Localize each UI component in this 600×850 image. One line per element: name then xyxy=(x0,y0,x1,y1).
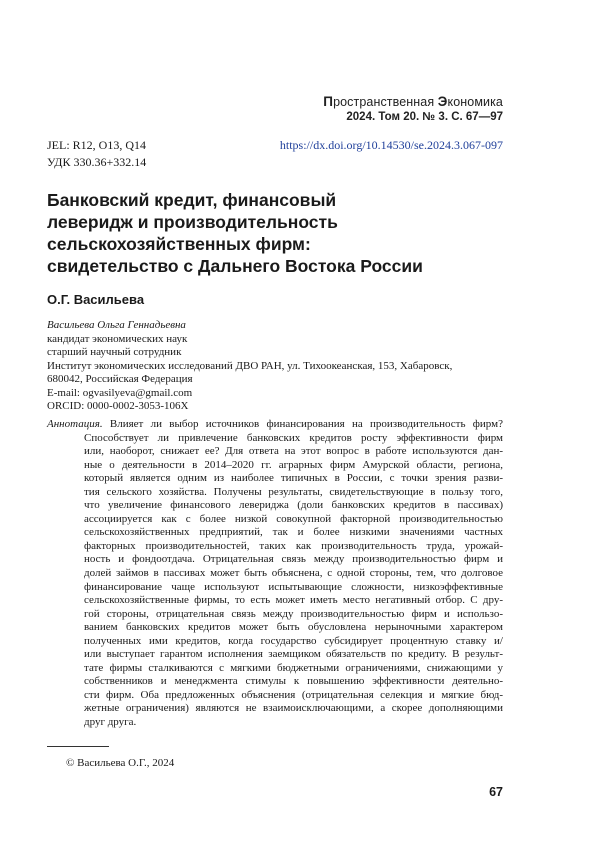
abstract-line: что увеличение финансового левериджа (доли банковских кредитов в пассивах) xyxy=(84,499,503,512)
abstract-line: собственников и менеджмента стимулы к повышению эффективности деятельно- xyxy=(84,675,503,688)
journal-name-initial-2: Э xyxy=(437,94,448,109)
journal-header xyxy=(323,94,503,123)
abstract-line: который является одним из наиболее типичных в России, с точки зрения разви- xyxy=(84,472,503,485)
journal-name xyxy=(323,94,503,109)
author-orcid: ORCID: 0000-0002-3053-106X xyxy=(47,400,189,412)
page-number: 67 xyxy=(489,785,503,799)
udk-code: УДК 330.36+332.14 xyxy=(47,155,147,169)
author-position: старший научный сотрудник xyxy=(47,346,182,358)
journal-name-part-1: ространственная xyxy=(333,95,438,109)
title-line: левеpидж и производительность xyxy=(47,212,338,232)
abstract-line: сельскохозяйственные фирмы, то есть может иметь место негативный отбор. С дру- xyxy=(84,594,503,607)
abstract xyxy=(47,418,503,730)
abstract-line: Аннотация. Влияет ли выбор источников финансирования на производительность фирм? xyxy=(47,418,503,430)
author-degree: кандидат экономических наук xyxy=(47,332,188,345)
author-email: E-mail: ogvasilyeva@gmail.com xyxy=(47,386,193,399)
abstract-line: сти фирм. Оба предложенных объяснения (отрицательная селекция и мягкие бюд- xyxy=(84,688,503,701)
abstract-line: полученных ими кредитов, когда государство субсидирует процентную ставку и/ xyxy=(84,634,503,647)
abstract-line: жетные ограничения) являются не взаимоисключающими, а скорее дополняющими xyxy=(84,702,503,715)
article-metadata xyxy=(47,137,503,171)
article-title xyxy=(47,189,517,277)
abstract-label: Аннотация. xyxy=(47,418,103,430)
abstract-line: или, наоборот, снижает ее? Для ответа на этот вопрос в работе используются дан- xyxy=(84,445,503,458)
title-line: сельскохозяйственных фирм: xyxy=(47,234,311,254)
footnote-divider xyxy=(47,746,109,747)
author-affiliation xyxy=(47,319,507,414)
copyright-notice: © Васильева О.Г., 2024 xyxy=(66,757,175,769)
abstract-line: Способствует ли привлечение банковских кредитов росту эффективности фирм xyxy=(84,431,503,444)
journal-name-initial-1: П xyxy=(323,94,334,109)
institute-line: 680042, Российская Федерация xyxy=(47,373,193,385)
title-line: Банковский кредит, финансовый xyxy=(47,190,337,210)
abstract-line: сельскохозяйственных предприятий, так и более низкими значениями частных xyxy=(84,526,503,539)
abstract-line: гой стороны, отрицательная связь между производительностью фирм и использо- xyxy=(84,607,503,620)
doi-link[interactable]: https://dx.doi.org/10.14530/se.2024.3.067-097 xyxy=(279,138,503,152)
abstract-line: друг друга. xyxy=(84,716,137,729)
abstract-line: ванием банковских кредитов может быть обусловлена нерыночными характером xyxy=(84,621,503,634)
abstract-line: ные о деятельности в 2014–2020 гг. аграрных фирм Амурской области, региона, xyxy=(84,458,503,471)
abstract-line: финансирование чаще используют испытывающие сложности, низкоэффективные xyxy=(84,580,503,593)
title-line: свидетельство с Дальнего Востока России xyxy=(47,256,423,276)
abstract-line: ассоциируется как с более низкой совокупной факторной производительностью xyxy=(84,512,503,525)
abstract-line: факторных производительностей, таких как производительность труда, урожай- xyxy=(84,539,503,552)
abstract-line: долей займов в пассивах может быть объяснена, с одной стороны, тем, что долговое xyxy=(84,567,503,580)
author-full-name: Васильева Ольга Геннадьевна xyxy=(47,319,186,331)
abstract-line: или выступает гарантом исполнения заемщиком обязательств по кредиту. В результ- xyxy=(84,648,503,661)
abstract-line: тия сельского хозяйства. Получены результаты, свидетельствующие в пользу того, xyxy=(84,485,503,498)
journal-name-part-2: кономика xyxy=(447,95,503,109)
journal-issue: 2024. Том 20. № 3. С. 67—97 xyxy=(346,111,503,123)
jel-codes: JEL: R12, O13, Q14 xyxy=(47,138,146,152)
institute-line: Институт экономических исследований ДВО РАН, ул. Тихоокеанская, 153, Хабаровск, xyxy=(47,359,453,372)
author-name: О.Г. Васильева xyxy=(47,292,145,307)
abstract-line: ность и фондоотдача. Отрицательная связь между производительностью фирм и xyxy=(84,553,503,566)
abstract-line: тате фирмы сталкиваются с мягкими бюджетными ограничениями, снижающими у xyxy=(84,661,503,674)
